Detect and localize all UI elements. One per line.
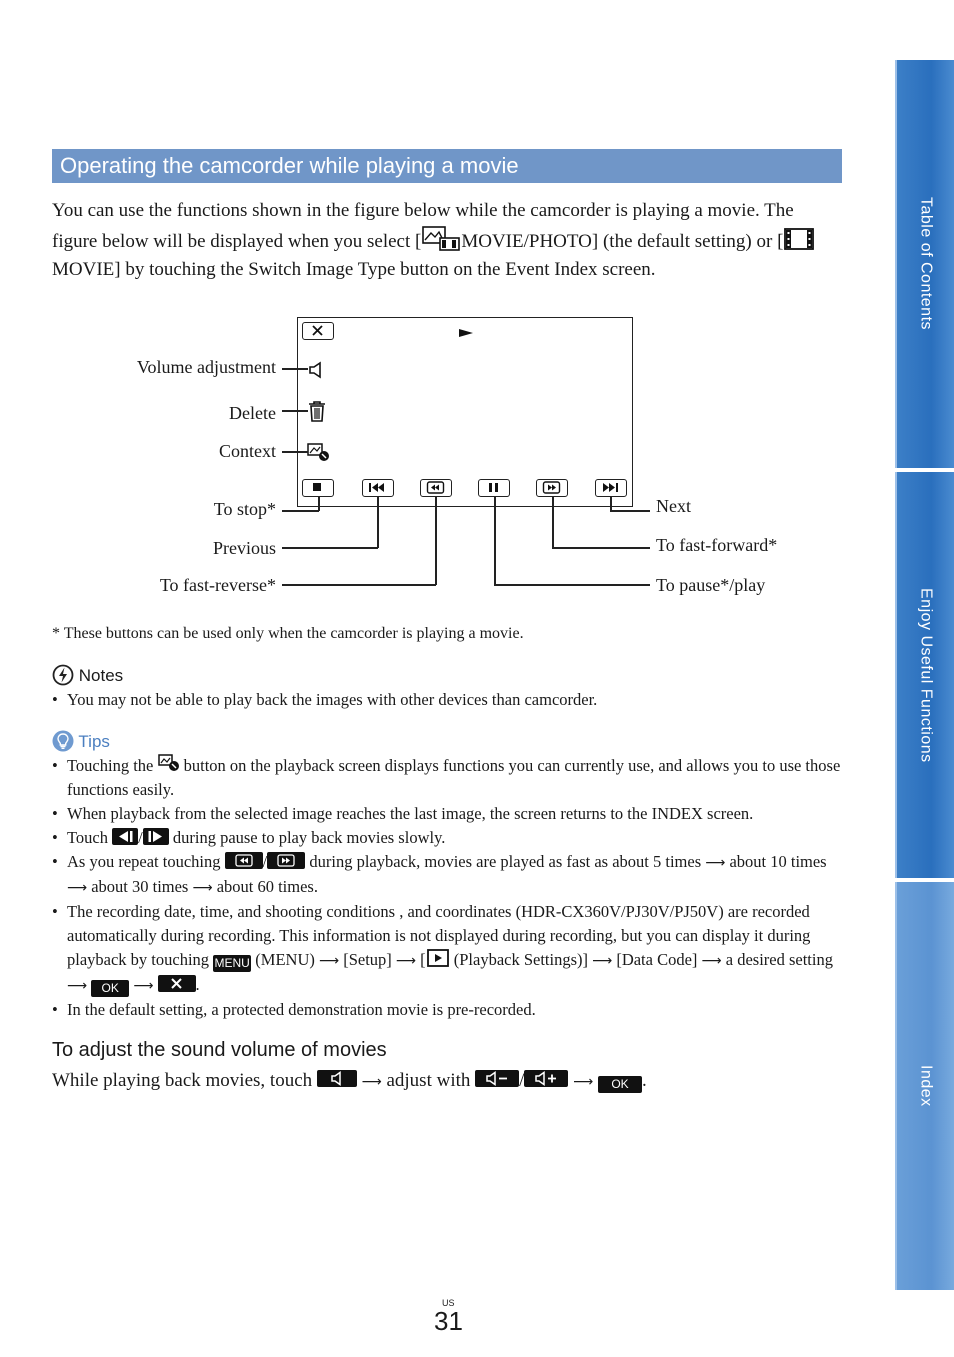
intro-paragraph: You can use the functions shown in the figure below while the camcorder is playing a movie. The figure below will be displayed when you select [ MOVIE/PHOTO] (the default setting) or [MOVIE] by touching the Switch Image Type button on the Event Index screen. (52, 197, 842, 284)
tab-enjoy-useful-functions[interactable] (895, 472, 954, 878)
notes-icon (52, 664, 74, 686)
close-icon (303, 323, 332, 338)
callout-line (610, 496, 612, 511)
stop-icon (303, 480, 332, 495)
slow-forward-icon (143, 828, 169, 845)
notes-heading: Notes (52, 664, 123, 686)
next-icon (596, 480, 625, 495)
callout-line (377, 496, 379, 548)
notes-list (52, 688, 842, 712)
callout-line (610, 510, 650, 512)
label-previous: Previous (213, 538, 276, 558)
play-indicator-icon (459, 328, 473, 338)
arrow-icon: ⟶ (67, 978, 88, 994)
arrow-icon: ⟶ (192, 880, 213, 896)
callout-line (494, 584, 650, 586)
slow-forward-key (143, 828, 169, 845)
section-title: Operating the camcorder while playing a movie (52, 149, 842, 183)
label-fast-reverse: To fast-reverse* (159, 575, 276, 595)
slow-reverse-icon (112, 828, 138, 845)
label-stop: To stop* (213, 499, 276, 519)
list-item: • When playback from the selected image reaches the last image, the screen returns to the INDEX screen. (52, 802, 842, 826)
callout-line (282, 410, 308, 412)
tips-list (52, 754, 842, 1022)
lightbulb-icon (52, 730, 74, 752)
label-delete: Delete (229, 403, 276, 423)
arrow-icon: ⟶ (319, 953, 340, 969)
callout-line (318, 496, 320, 511)
list-item: • Touch / during pause to play back movies slowly. (52, 826, 842, 850)
volume-down-icon (475, 1070, 519, 1087)
label-fast-forward: To fast-forward* (656, 535, 778, 555)
fast-forward-button[interactable] (536, 479, 568, 497)
arrow-icon: ⟶ (701, 953, 722, 969)
ok-key: OK (91, 980, 129, 997)
list-item: • In the default setting, a protected demonstration movie is pre-recorded. (52, 998, 842, 1022)
callout-line (282, 510, 319, 512)
tab-label: Table of Contents (917, 197, 935, 331)
previous-button[interactable] (362, 479, 394, 497)
region-code: US (442, 1298, 455, 1308)
fast-reverse-icon (225, 852, 263, 869)
label-context: Context (219, 441, 276, 461)
context-icon (158, 754, 180, 772)
pause-button[interactable] (478, 479, 510, 497)
context-icon[interactable] (307, 442, 331, 462)
close-icon (158, 975, 196, 992)
tips-heading: Tips (52, 730, 110, 752)
menu-key: MENU (214, 956, 250, 970)
volume-key (317, 1070, 357, 1087)
subsection-text: While playing back movies, touch ⟶ adjust with / ⟶ OK . (52, 1070, 647, 1091)
movie-photo-icon (421, 225, 461, 251)
arrow-icon: ⟶ (133, 978, 154, 994)
label-pause-play: To pause*/play (656, 575, 766, 595)
slow-reverse-key (112, 828, 138, 845)
page-number: 31 (434, 1306, 463, 1336)
next-button[interactable] (595, 479, 627, 497)
list-item: • The recording date, time, and shooting conditions , and coordinates (HDR-CX360V/PJ30V/PJ50V) are recorded automatically during recording. This information is not displayed during recording, but you can display it during playback by touching MENU (MENU) ⟶ [Setup] ⟶ [ (Playback Settings)] ⟶ [Data Code] ⟶ a desired setting ⟶ OK ⟶ . (52, 900, 842, 998)
playback-settings-icon (426, 949, 450, 967)
fast-forward-icon (537, 480, 566, 495)
footnote: * These buttons can be used only when the camcorder is playing a movie. (52, 625, 524, 642)
callout-line (282, 547, 378, 549)
arrow-icon: ⟶ (361, 1074, 382, 1090)
list-item: • As you repeat touching / during playback, movies are played as fast as about 5 times ⟶ about 10 times ⟶ about 30 times ⟶ about 60 times. (52, 850, 842, 900)
tab-index[interactable] (895, 882, 954, 1290)
list-item: • Touching the button on the playback screen displays functions you can currently use, and allows you to use those functions easily. (52, 754, 842, 802)
arrow-icon: ⟶ (67, 880, 88, 896)
volume-down-key (475, 1070, 519, 1087)
fast-reverse-key (225, 852, 263, 869)
arrow-icon: ⟶ (395, 953, 416, 969)
volume-up-icon (524, 1070, 568, 1087)
speaker-icon[interactable] (307, 360, 327, 380)
pause-icon (479, 480, 508, 495)
fast-forward-icon (267, 852, 305, 869)
list-item: • You may not be able to play back the images with other devices than camcorder. (52, 688, 842, 712)
previous-icon (363, 480, 392, 495)
arrow-icon: ⟶ (705, 855, 726, 871)
callout-line (552, 496, 554, 548)
movie-icon (783, 227, 815, 251)
speaker-icon (317, 1070, 357, 1087)
callout-line (282, 584, 436, 586)
tab-label: Index (917, 1065, 935, 1107)
volume-up-key (524, 1070, 568, 1087)
label-next: Next (656, 496, 691, 516)
ok-key: OK (598, 1076, 642, 1093)
stop-button[interactable] (302, 479, 334, 497)
close-key (158, 975, 196, 992)
tab-table-of-contents[interactable] (895, 60, 954, 468)
playback-screen-figure (297, 317, 633, 507)
callout-line (435, 496, 437, 585)
callout-line (282, 451, 308, 453)
callout-line (282, 368, 308, 370)
callout-line (552, 547, 650, 549)
subsection-heading: To adjust the sound volume of movies (52, 1039, 387, 1061)
tab-label: Enjoy Useful Functions (917, 587, 935, 763)
arrow-icon: ⟶ (573, 1074, 594, 1090)
arrow-icon: ⟶ (592, 953, 613, 969)
callout-line (494, 496, 496, 585)
fast-reverse-button[interactable] (420, 479, 452, 497)
fast-reverse-icon (421, 480, 450, 495)
trash-icon[interactable] (307, 400, 327, 422)
fast-forward-key (267, 852, 305, 869)
label-volume-adjustment: Volume adjustment (136, 357, 276, 377)
close-button[interactable] (302, 322, 334, 340)
